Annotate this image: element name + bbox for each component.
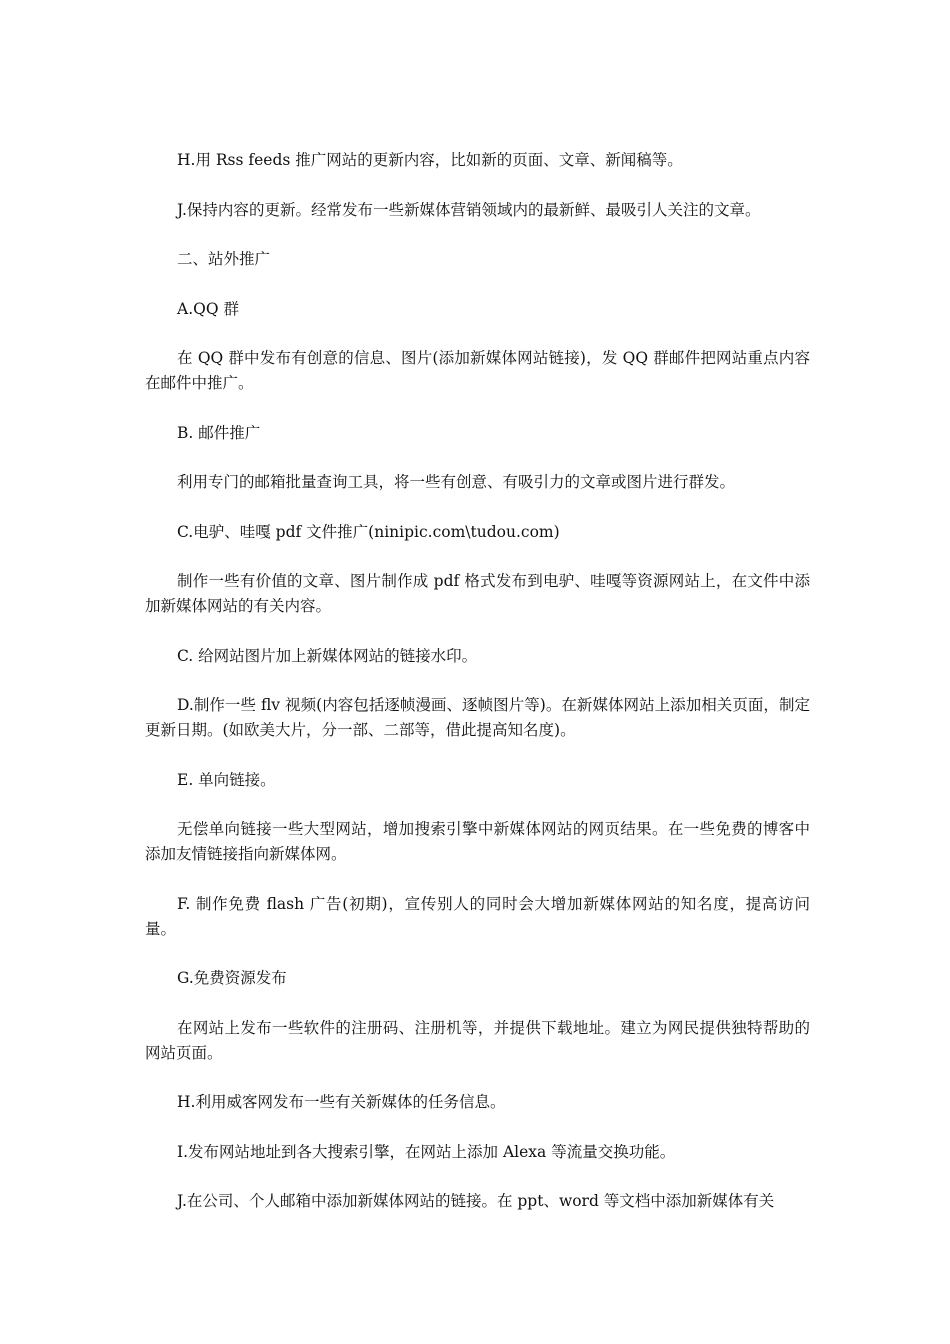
item-heading-mail: B. 邮件推广 — [177, 423, 261, 442]
paragraph-qq-desc: 在 QQ 群中发布有创意的信息、图片(添加新媒体网站链接)，发 QQ 群邮件把网站重点内容在邮件中推广。 — [145, 349, 810, 392]
paragraph-company-mail: J.在公司、个人邮箱中添加新媒体网站的链接。在 ppt、word 等文档中添加新媒体有关 — [177, 1192, 775, 1210]
paragraph-search: I.发布网站地址到各大搜索引擎，在网站上添加 Alexa 等流量交换功能。 — [177, 1142, 676, 1161]
paragraph-watermark: C. 给网站图片加上新媒体网站的链接水印。 — [177, 646, 478, 665]
item-heading-qq: A.QQ 群 — [177, 299, 239, 318]
section-heading-offsite: 二、站外推广 — [177, 250, 271, 268]
paragraph-j-update: J.保持内容的更新。经常发布一些新媒体营销领域内的最新鲜、最吸引人关注的文章。 — [177, 200, 761, 219]
paragraph-free-desc: 在网站上发布一些软件的注册码、注册机等，并提供下载地址。建立为网民提供独特帮助的网站页面。 — [145, 1018, 810, 1062]
paragraph-mail-desc: 利用专门的邮箱批量查询工具，将一些有创意、有吸引力的文章或图片进行群发。 — [177, 473, 736, 491]
paragraph-pdf-desc: 制作一些有价值的文章、图片制作成 pdf 格式发布到电驴、哇嘎等资源网站上，在文件中添加新媒体网站的有关内容。 — [145, 572, 810, 615]
paragraph-h-rss: H.用 Rss feeds 推广网站的更新内容，比如新的页面、文章、新闻稿等。 — [177, 151, 683, 169]
item-heading-free: G.免费资源发布 — [177, 969, 287, 987]
paragraph-weike: H.利用威客网发布一些有关新媒体的任务信息。 — [177, 1093, 506, 1111]
item-heading-pdf: C.电驴、哇嘎 pdf 文件推广(ninipic.com\tudou.com) — [177, 522, 560, 541]
paragraph-flash: F. 制作免费 flash 广告(初期)，宣传别人的同时会大增加新媒体网站的知名度，提高访问量。 — [145, 894, 810, 938]
paragraph-flv: D.制作一些 flv 视频(内容包括逐帧漫画、逐帧图片等)。在新媒体网站上添加相关页面，制定更新日期。(如欧美大片，分一部、二部等，借此提高知名度)。 — [145, 696, 810, 739]
document-body — [145, 148, 810, 1239]
paragraph-link-desc: 无偿单向链接一些大型网站，增加搜索引擎中新媒体网站的网页结果。在一些免费的博客中添加友情链接指向新媒体网。 — [145, 820, 810, 863]
item-heading-link: E. 单向链接。 — [177, 770, 276, 789]
